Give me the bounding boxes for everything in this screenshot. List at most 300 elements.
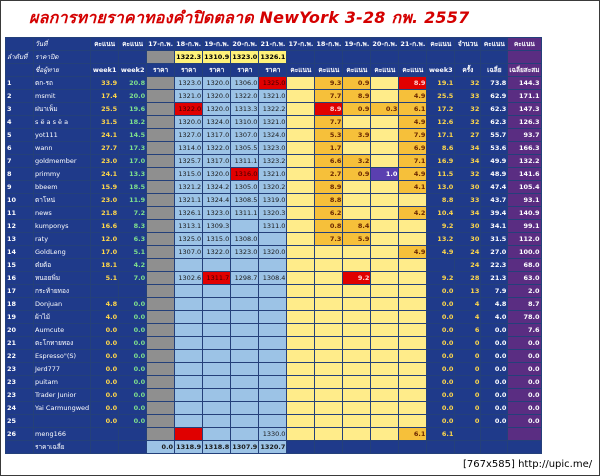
- average-score: 0.0: [481, 389, 508, 402]
- week1-score: 0.0: [91, 337, 119, 350]
- week2-score: 0.0: [119, 311, 147, 324]
- day-score-19: [343, 415, 371, 428]
- week2-score: 17.0: [119, 155, 147, 168]
- week2-score: 4.2: [119, 259, 147, 272]
- footer-average-label: ราคาเฉลี่ย: [34, 441, 91, 454]
- day-score-19: 3.9: [343, 129, 371, 142]
- cumulative-average: 78.0: [508, 311, 541, 324]
- price-guess-18: 1325.7: [175, 155, 203, 168]
- price-guess-21: [259, 363, 287, 376]
- player-name: raty: [34, 233, 91, 246]
- average-score: 0.0: [481, 324, 508, 337]
- day-score-20: [371, 181, 399, 194]
- day-score-20: [371, 129, 399, 142]
- table-row: [6, 194, 542, 207]
- price-guess-19: 1317.0: [203, 129, 231, 142]
- header-cell: [508, 51, 541, 64]
- table-row: [6, 350, 542, 363]
- table-row: [6, 142, 542, 155]
- day-score-21: [399, 376, 427, 389]
- week1-score: 17.4: [91, 90, 119, 103]
- average-price-21: 1320.7: [259, 441, 287, 454]
- watermark-text: [767x585] http://upic.me/: [463, 459, 593, 470]
- price-guess-17: [147, 233, 175, 246]
- guess-count: 33: [455, 90, 481, 103]
- header-cell: [91, 51, 119, 64]
- day-score-17: [287, 350, 315, 363]
- price-guess-18: 1320.0: [175, 116, 203, 129]
- price-guess-21: [259, 402, 287, 415]
- day-score-20: [371, 220, 399, 233]
- week3-score: 0.0: [427, 324, 455, 337]
- price-guess-20: 1313.3: [231, 103, 259, 116]
- price-guess-20: [231, 285, 259, 298]
- cumulative-average: 126.3: [508, 116, 541, 129]
- price-guess-19: 1320.0: [203, 103, 231, 116]
- price-guess-18: [175, 428, 203, 441]
- header-cell: [455, 51, 481, 64]
- page-title-bar: [1, 1, 599, 35]
- week2-score: 0.0: [119, 298, 147, 311]
- price-guess-20: [231, 350, 259, 363]
- price-guess-17: [147, 337, 175, 350]
- day-score-19: 9.2: [343, 272, 371, 285]
- week1-score: 0.0: [91, 350, 119, 363]
- player-name: yot111: [34, 129, 91, 142]
- price-guess-19: [203, 363, 231, 376]
- week1-score: 18.1: [91, 259, 119, 272]
- day-score-17: [287, 220, 315, 233]
- price-guess-19: 1317.0: [203, 155, 231, 168]
- cumulative-average: 144.3: [508, 77, 541, 90]
- price-guess-18: 1313.1: [175, 220, 203, 233]
- day-score-21: 7.9: [399, 129, 427, 142]
- day-score-17: [287, 311, 315, 324]
- guess-count: 30: [455, 233, 481, 246]
- row-number: 3: [6, 103, 34, 116]
- header-cell: [6, 64, 34, 77]
- week3-score: 0.0: [427, 285, 455, 298]
- header-close-label: ราคาปิด: [34, 51, 91, 64]
- day-score-18: 0.8: [315, 220, 343, 233]
- day-score-20: [371, 142, 399, 155]
- header-name-label: ชื่อผู้ทาย: [34, 64, 91, 77]
- week2-score: 7.2: [119, 207, 147, 220]
- day-score-19: [343, 376, 371, 389]
- footer-average-row: [6, 441, 542, 454]
- guess-count: 0: [455, 389, 481, 402]
- day-score-20: [371, 428, 399, 441]
- price-guess-19: [203, 389, 231, 402]
- price-guess-20: 1316.0: [231, 168, 259, 181]
- week3-score: 16.9: [427, 155, 455, 168]
- price-guess-18: [175, 415, 203, 428]
- row-number: 2: [6, 90, 34, 103]
- row-number: 22: [6, 350, 34, 363]
- guess-count: 32: [455, 77, 481, 90]
- price-guess-19: 1323.0: [203, 207, 231, 220]
- week3-score: 8.6: [427, 142, 455, 155]
- week2-score: 6.3: [119, 233, 147, 246]
- price-guess-19: 1309.3: [203, 220, 231, 233]
- player-name: ตก-รถ: [34, 77, 91, 90]
- day-score-19: [343, 389, 371, 402]
- week1-score: 21.8: [91, 207, 119, 220]
- footer-cell: [481, 441, 508, 454]
- day-score-21: 4.9: [399, 90, 427, 103]
- day-score-21: [399, 337, 427, 350]
- price-guess-18: [175, 285, 203, 298]
- week2-score: 0.0: [119, 337, 147, 350]
- header-points-20: คะแนน: [371, 64, 399, 77]
- header-score-week2: คะแนน: [119, 38, 147, 51]
- cumulative-average: 93.7: [508, 129, 541, 142]
- week2-score: [119, 285, 147, 298]
- guess-count: 32: [455, 103, 481, 116]
- week3-score: 0.0: [427, 311, 455, 324]
- day-score-19: [343, 298, 371, 311]
- week2-score: 5.1: [119, 246, 147, 259]
- day-score-17: [287, 233, 315, 246]
- price-guess-18: [175, 311, 203, 324]
- guess-count: 4: [455, 311, 481, 324]
- cumulative-average: 100.0: [508, 246, 541, 259]
- day-score-20: 0.3: [371, 103, 399, 116]
- day-score-20: [371, 337, 399, 350]
- header-no-label: ลำดับที่: [6, 51, 34, 64]
- average-price-19: 1318.8: [203, 441, 231, 454]
- table-row: [6, 428, 542, 441]
- price-guess-17: [147, 103, 175, 116]
- price-guess-20: 1311.1: [231, 207, 259, 220]
- price-guess-18: [175, 259, 203, 272]
- header-score-date-20: 20-ก.พ.: [371, 38, 399, 51]
- day-score-19: 0.9: [343, 77, 371, 90]
- day-score-18: [315, 324, 343, 337]
- price-guess-18: 1314.0: [175, 142, 203, 155]
- header-cell: [371, 51, 399, 64]
- week2-score: 19.6: [119, 103, 147, 116]
- player-name: ต๋ยต้อ: [34, 259, 91, 272]
- cumulative-average: [508, 428, 541, 441]
- guess-count: 4: [455, 298, 481, 311]
- week2-score: 18.2: [119, 116, 147, 129]
- cumulative-average: 0.0: [508, 363, 541, 376]
- day-score-20: [371, 233, 399, 246]
- header-points-19: คะแนน: [343, 64, 371, 77]
- day-score-21: 4.9: [399, 246, 427, 259]
- row-number: 9: [6, 181, 34, 194]
- player-name: kumponys: [34, 220, 91, 233]
- row-number: 16: [6, 272, 34, 285]
- table-row: [6, 246, 542, 259]
- day-score-19: [343, 207, 371, 220]
- day-score-17: [287, 246, 315, 259]
- average-score: 39.4: [481, 207, 508, 220]
- week2-score: 7.0: [119, 272, 147, 285]
- price-guess-17: [147, 428, 175, 441]
- footer-cell: [508, 441, 541, 454]
- guess-count: 27: [455, 129, 481, 142]
- table-row: [6, 220, 542, 233]
- price-guess-21: [259, 389, 287, 402]
- row-number: 15: [6, 259, 34, 272]
- cumulative-average: 0.0: [508, 376, 541, 389]
- week3-score: 25.5: [427, 90, 455, 103]
- price-guess-18: 1321.0: [175, 90, 203, 103]
- day-score-19: [343, 350, 371, 363]
- cumulative-average: 7.6: [508, 324, 541, 337]
- price-guess-17: [147, 129, 175, 142]
- cumulative-average: 141.6: [508, 168, 541, 181]
- day-score-18: 5.3: [315, 129, 343, 142]
- price-guess-18: 1326.1: [175, 207, 203, 220]
- average-score: 43.7: [481, 194, 508, 207]
- week2-score: 0.0: [119, 402, 147, 415]
- day-score-18: 8.9: [315, 103, 343, 116]
- day-score-17: [287, 77, 315, 90]
- day-score-18: [315, 311, 343, 324]
- price-guess-20: 1305.5: [231, 142, 259, 155]
- price-guess-18: 1325.0: [175, 233, 203, 246]
- guess-count: 0: [455, 363, 481, 376]
- week3-score: 17.2: [427, 103, 455, 116]
- average-score: 0.0: [481, 415, 508, 428]
- price-guess-18: 1321.1: [175, 194, 203, 207]
- day-score-18: 1.7: [315, 142, 343, 155]
- week3-score: 4.9: [427, 246, 455, 259]
- day-score-21: 4.1: [399, 181, 427, 194]
- price-guess-21: 1321.0: [259, 168, 287, 181]
- day-score-19: 0.9: [343, 168, 371, 181]
- price-guess-20: [231, 363, 259, 376]
- average-score: 48.9: [481, 168, 508, 181]
- price-guess-20: 1322.0: [231, 90, 259, 103]
- table-row: [6, 77, 542, 90]
- player-name: ตาโหน่: [34, 194, 91, 207]
- day-score-17: [287, 415, 315, 428]
- header-points-17: คะแนน: [287, 64, 315, 77]
- price-guess-21: 1319.0: [259, 194, 287, 207]
- week1-score: 12.0: [91, 233, 119, 246]
- week2-score: 20.0: [119, 90, 147, 103]
- close-price-17: [147, 51, 175, 64]
- price-guess-18: [175, 363, 203, 376]
- day-score-19: [343, 142, 371, 155]
- guess-count: 32: [455, 168, 481, 181]
- day-score-20: [371, 298, 399, 311]
- day-score-17: [287, 376, 315, 389]
- day-score-20: [371, 272, 399, 285]
- price-guess-18: [175, 337, 203, 350]
- header-date-20: 20-ก.พ.: [231, 38, 259, 51]
- price-guess-19: 1324.4: [203, 194, 231, 207]
- day-score-18: 6.2: [315, 207, 343, 220]
- day-score-17: [287, 168, 315, 181]
- day-score-20: [371, 324, 399, 337]
- row-number: 11: [6, 207, 34, 220]
- week2-score: 20.8: [119, 77, 147, 90]
- header-row-close: [6, 51, 542, 64]
- header-week3: week3: [427, 64, 455, 77]
- day-score-18: 2.7: [315, 168, 343, 181]
- day-score-19: [343, 324, 371, 337]
- header-average: คะแนน: [481, 38, 508, 51]
- price-guess-20: [231, 337, 259, 350]
- player-name: Trader Junior: [34, 389, 91, 402]
- week2-score: [119, 428, 147, 441]
- cumulative-average: 0.0: [508, 350, 541, 363]
- header-price-21: ราคา: [259, 64, 287, 77]
- table-row: [6, 272, 542, 285]
- header-cell: [119, 51, 147, 64]
- player-name: หนอยพิ่ม: [34, 272, 91, 285]
- price-guess-20: [231, 428, 259, 441]
- day-score-17: [287, 298, 315, 311]
- table-row: [6, 116, 542, 129]
- week1-score: 15.9: [91, 181, 119, 194]
- player-name: ตะโกทายทอง: [34, 337, 91, 350]
- price-guess-20: [231, 298, 259, 311]
- row-number: 26: [6, 428, 34, 441]
- price-guess-20: 1306.0: [231, 77, 259, 90]
- header-score-week1: คะแนน: [91, 38, 119, 51]
- day-score-20: [371, 77, 399, 90]
- week3-score: 11.5: [427, 168, 455, 181]
- price-guess-17: [147, 207, 175, 220]
- price-guess-20: 1307.0: [231, 129, 259, 142]
- day-score-19: [343, 181, 371, 194]
- price-guess-18: 1315.0: [175, 168, 203, 181]
- table-row: [6, 155, 542, 168]
- price-guess-21: 1320.3: [259, 207, 287, 220]
- cumulative-average: 68.0: [508, 259, 541, 272]
- price-guess-17: [147, 272, 175, 285]
- day-score-18: [315, 402, 343, 415]
- day-score-20: [371, 376, 399, 389]
- week2-score: 0.0: [119, 363, 147, 376]
- average-score: 22.3: [481, 259, 508, 272]
- cumulative-average: 0.0: [508, 337, 541, 350]
- price-guess-21: [259, 376, 287, 389]
- price-guess-17: [147, 298, 175, 311]
- player-name: bbeem: [34, 181, 91, 194]
- average-score: 31.5: [481, 233, 508, 246]
- day-score-20: [371, 402, 399, 415]
- day-score-18: 8.9: [315, 181, 343, 194]
- week2-score: 14.5: [119, 129, 147, 142]
- guess-count: 6: [455, 324, 481, 337]
- day-score-18: 6.6: [315, 155, 343, 168]
- week3-score: 0.0: [427, 337, 455, 350]
- day-score-17: [287, 103, 315, 116]
- average-score: 73.8: [481, 77, 508, 90]
- average-score: 4.0: [481, 311, 508, 324]
- table-row: [6, 233, 542, 246]
- week3-score: 9.2: [427, 220, 455, 233]
- player-name: meng166: [34, 428, 91, 441]
- day-score-19: [343, 337, 371, 350]
- guess-count: 32: [455, 116, 481, 129]
- table-row: [6, 90, 542, 103]
- week1-score: 0.0: [91, 376, 119, 389]
- price-guess-17: [147, 402, 175, 415]
- week2-score: 0.0: [119, 415, 147, 428]
- header-avg: เฉลี่ย: [481, 64, 508, 77]
- day-score-17: [287, 324, 315, 337]
- day-score-21: [399, 259, 427, 272]
- day-score-21: [399, 233, 427, 246]
- day-score-19: [343, 428, 371, 441]
- player-name: news: [34, 207, 91, 220]
- day-score-21: [399, 220, 427, 233]
- cumulative-average: 0.0: [508, 389, 541, 402]
- header-row-names: [6, 64, 542, 77]
- guess-count: 0: [455, 337, 481, 350]
- price-guess-20: [231, 311, 259, 324]
- average-price-18: 1318.9: [175, 441, 203, 454]
- price-guess-21: 1330.0: [259, 428, 287, 441]
- row-number: 10: [6, 194, 34, 207]
- average-price-20: 1307.9: [231, 441, 259, 454]
- row-number: 1: [6, 77, 34, 90]
- week3-score: 19.1: [427, 77, 455, 90]
- price-guess-17: [147, 311, 175, 324]
- week1-score: 16.6: [91, 220, 119, 233]
- price-guess-19: 1320.0: [203, 77, 231, 90]
- average-score: 47.4: [481, 181, 508, 194]
- day-score-21: 8.9: [399, 77, 427, 90]
- average-score: 27.0: [481, 246, 508, 259]
- week1-score: 0.0: [91, 324, 119, 337]
- day-score-21: [399, 415, 427, 428]
- close-price-20: 1323.0: [231, 51, 259, 64]
- header-score-date-19: 19-ก.พ.: [343, 38, 371, 51]
- day-score-19: [343, 402, 371, 415]
- header-cell: [399, 51, 427, 64]
- footer-cell: [91, 441, 119, 454]
- day-score-21: [399, 402, 427, 415]
- week1-score: 27.7: [91, 142, 119, 155]
- day-score-18: [315, 389, 343, 402]
- table-row: [6, 402, 542, 415]
- row-number: 18: [6, 298, 34, 311]
- table-row: [6, 376, 542, 389]
- price-guess-20: 1308.5: [231, 194, 259, 207]
- week1-score: 5.1: [91, 272, 119, 285]
- price-guess-17: [147, 376, 175, 389]
- header-cell: [287, 51, 315, 64]
- day-score-18: [315, 272, 343, 285]
- price-guess-21: [259, 415, 287, 428]
- day-score-17: [287, 337, 315, 350]
- player-name: [34, 415, 91, 428]
- day-score-17: [287, 389, 315, 402]
- day-score-21: [399, 311, 427, 324]
- price-guess-20: 1311.1: [231, 155, 259, 168]
- day-score-21: [399, 298, 427, 311]
- row-number: 21: [6, 337, 34, 350]
- row-number: 24: [6, 402, 34, 415]
- price-guess-21: [259, 337, 287, 350]
- day-score-17: [287, 194, 315, 207]
- price-guess-19: 1324.2: [203, 181, 231, 194]
- guess-count: 0: [455, 350, 481, 363]
- page-title: ผลการทายราคาทองคำปิดตลาด NewYork 3-28 กพ. 2557: [29, 8, 470, 27]
- week3-score: 0.0: [427, 376, 455, 389]
- day-score-20: [371, 350, 399, 363]
- day-score-18: 7.7: [315, 116, 343, 129]
